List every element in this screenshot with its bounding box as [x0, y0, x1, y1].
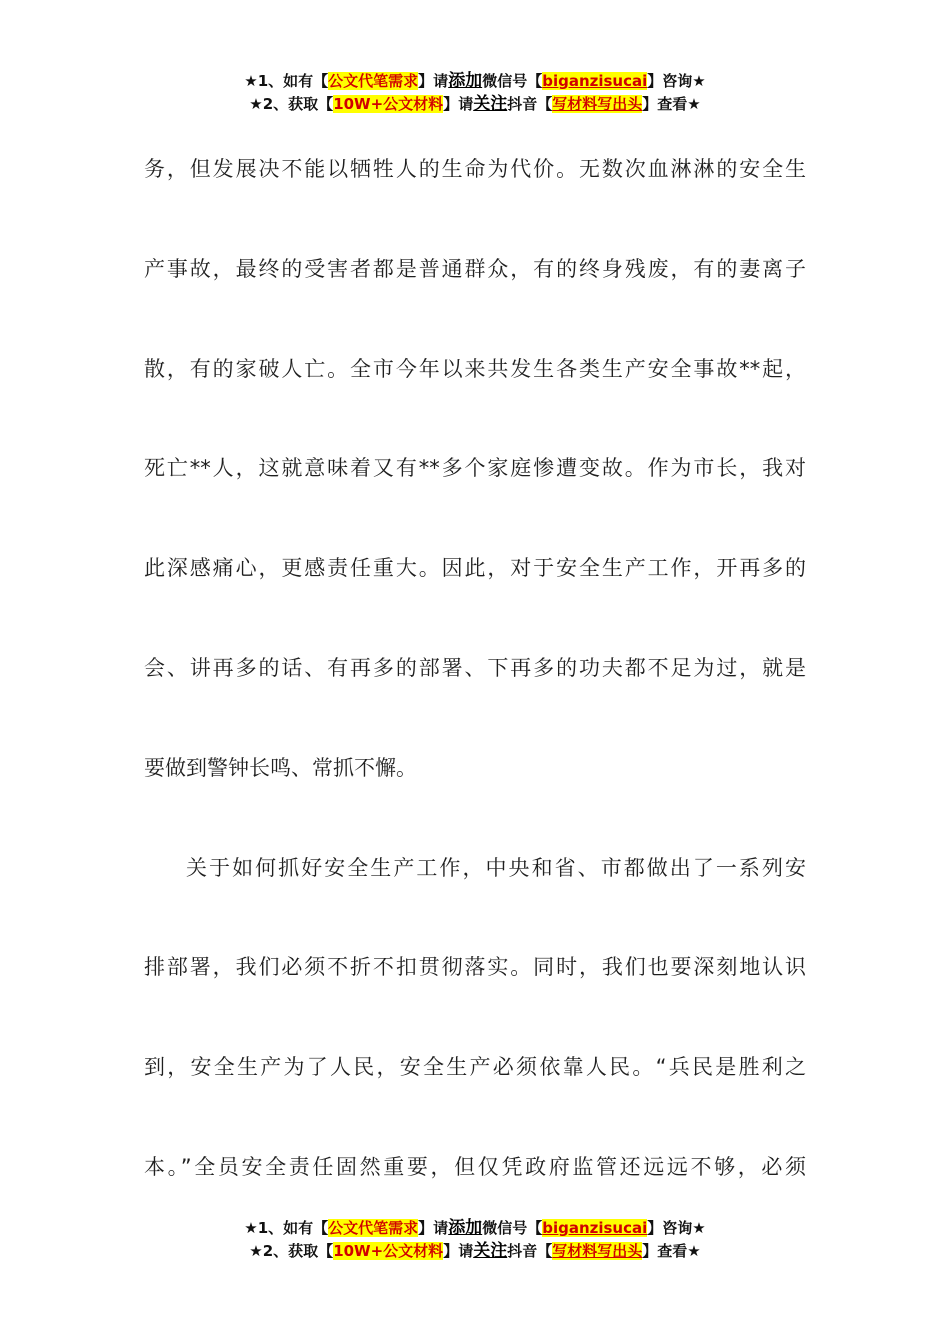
- body-line: 死亡**人，这就意味着又有**多个家庭惨遭变故。作为市长，我对: [144, 456, 806, 481]
- footer-line-1-wechat-id: biganzisucai: [542, 1219, 648, 1237]
- footer-line-2-mid2: 抖音【: [507, 1242, 553, 1260]
- header-line-1-suffix: 】咨询★: [647, 72, 706, 90]
- header-line-2-prefix: ★2、获取【: [249, 95, 334, 113]
- footer-line-2-mid: 】请: [443, 1242, 474, 1260]
- footer-line-1-highlight-service: 公文代笔需求: [328, 1219, 419, 1237]
- footer-line-1-prefix: ★1、如有【: [244, 1219, 329, 1237]
- footer-line-1: [0, 1217, 950, 1240]
- header-line-1-highlight-service: 公文代笔需求: [328, 72, 419, 90]
- header-line-2-emphasis: 关注: [473, 94, 508, 114]
- body-line: 产事故，最终的受害者都是普通群众，有的终身残废，有的妻离子: [144, 256, 806, 281]
- body-line: 本。”全员安全责任固然重要，但仅凭政府监管还远远不够，必须: [144, 1154, 806, 1179]
- body-line: 到，安全生产为了人民，安全生产必须依靠人民。“兵民是胜利之: [144, 1055, 806, 1080]
- header-line-2-suffix: 】查看★: [642, 95, 701, 113]
- footer-line-1-suffix: 】咨询★: [647, 1219, 706, 1237]
- footer-line-2: [0, 1240, 950, 1263]
- body-line: 关于如何抓好安全生产工作，中央和省、市都做出了一系列安: [186, 855, 806, 880]
- header-line-1-prefix: ★1、如有【: [244, 72, 329, 90]
- footer-line-2-suffix: 】查看★: [642, 1242, 701, 1260]
- footer-banner: [0, 1217, 950, 1263]
- body-line: 会、讲再多的话、有再多的部署、下再多的功夫都不足为过，就是: [144, 655, 806, 680]
- header-line-2: [0, 93, 950, 116]
- header-line-1-wechat-id: biganzisucai: [542, 72, 648, 90]
- body-line: 要做到警钟长鸣、常抓不懈。: [144, 755, 417, 780]
- header-line-1-mid: 】请: [418, 72, 449, 90]
- footer-line-2-highlight-materials: 10W+公文材料: [333, 1242, 444, 1260]
- header-line-2-highlight-materials: 10W+公文材料: [333, 95, 444, 113]
- header-line-1-mid2: 微信号【: [482, 72, 543, 90]
- document-body: [144, 120, 806, 1218]
- footer-line-1-mid2: 微信号【: [482, 1219, 543, 1237]
- header-line-1: [0, 70, 950, 93]
- header-line-2-mid2: 抖音【: [507, 95, 553, 113]
- footer-line-1-emphasis: 添加: [448, 1218, 483, 1238]
- body-line: 排部署，我们必须不折不扣贯彻落实。同时，我们也要深刻地认识: [144, 955, 806, 980]
- body-line: 务，但发展决不能以牺牲人的生命为代价。无数次血淋淋的安全生: [144, 157, 806, 181]
- footer-line-2-emphasis: 关注: [473, 1241, 508, 1261]
- header-line-2-douyin-id: 写材料写出头: [552, 95, 643, 113]
- header-line-2-mid: 】请: [443, 95, 474, 113]
- footer-line-2-douyin-id: 写材料写出头: [552, 1242, 643, 1260]
- body-line: 散，有的家破人亡。全市今年以来共发生各类生产安全事故**起，: [144, 356, 806, 381]
- body-line: 此深感痛心，更感责任重大。因此，对于安全生产工作，开再多的: [144, 556, 806, 581]
- header-line-1-emphasis: 添加: [448, 71, 483, 91]
- footer-line-1-mid: 】请: [418, 1219, 449, 1237]
- footer-line-2-prefix: ★2、获取【: [249, 1242, 334, 1260]
- header-banner: [0, 70, 950, 116]
